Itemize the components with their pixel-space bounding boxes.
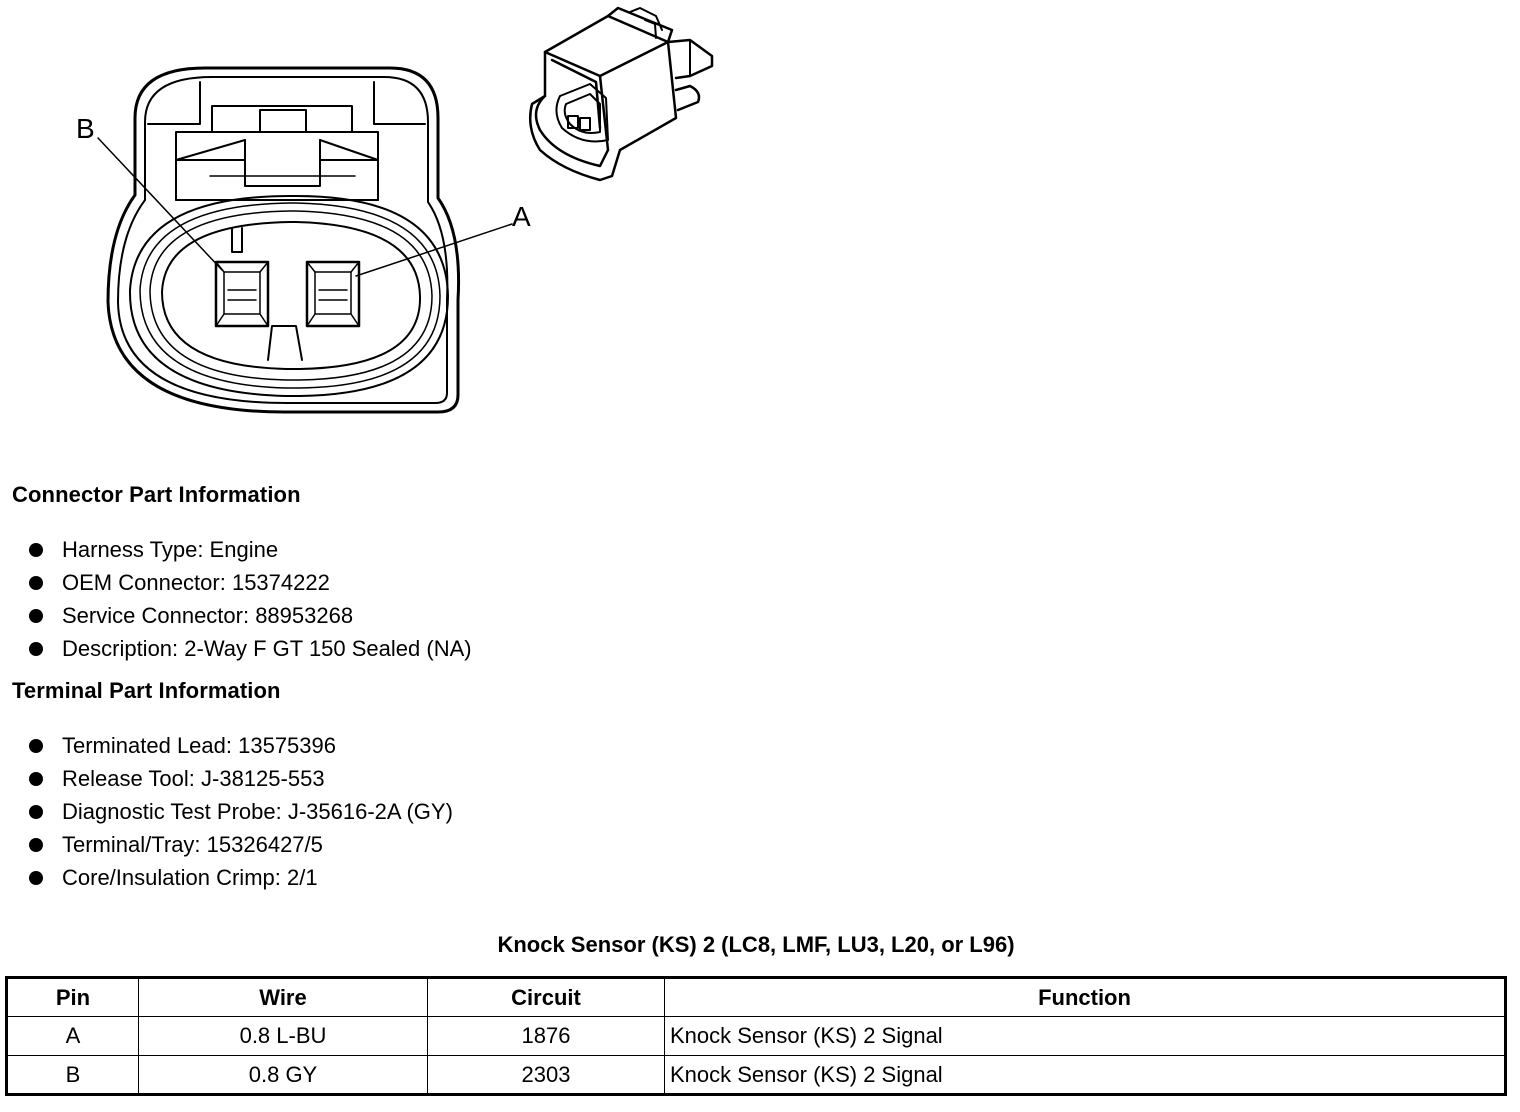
bullet-icon bbox=[29, 838, 43, 852]
bullet-icon bbox=[29, 871, 43, 885]
cell-wire: 0.8 L-BU bbox=[139, 1017, 428, 1056]
list-item bbox=[28, 861, 453, 894]
terminal-part-list bbox=[28, 729, 453, 894]
list-item bbox=[28, 632, 472, 665]
column-header-function: Function bbox=[665, 978, 1506, 1017]
bullet-icon bbox=[29, 609, 43, 623]
terminal-part-heading: Terminal Part Information bbox=[12, 678, 281, 703]
cell-function: Knock Sensor (KS) 2 Signal bbox=[665, 1017, 1506, 1056]
terminal-cavity-b bbox=[216, 262, 268, 326]
pin-label-a: A bbox=[512, 201, 531, 232]
list-item bbox=[28, 566, 472, 599]
bullet-icon bbox=[29, 576, 43, 590]
leader-line-b bbox=[98, 138, 222, 270]
cell-wire: 0.8 GY bbox=[139, 1056, 428, 1095]
connector-part-heading: Connector Part Information bbox=[12, 482, 301, 507]
table-header-row bbox=[7, 978, 1506, 1017]
column-header-circuit: Circuit bbox=[428, 978, 665, 1017]
connector-part-list bbox=[28, 533, 472, 665]
column-header-pin: Pin bbox=[7, 978, 139, 1017]
connector-iso-view bbox=[530, 8, 712, 180]
list-item-text: Core/Insulation Crimp: 2/1 bbox=[62, 865, 318, 890]
list-item-text: OEM Connector: 15374222 bbox=[62, 570, 330, 595]
list-item bbox=[28, 828, 453, 861]
list-item-text: Terminated Lead: 13575396 bbox=[62, 733, 336, 758]
list-item bbox=[28, 762, 453, 795]
list-item bbox=[28, 729, 453, 762]
cell-circuit: 2303 bbox=[428, 1056, 665, 1095]
list-item bbox=[28, 533, 472, 566]
pin-table-title: Knock Sensor (KS) 2 (LC8, LMF, LU3, L20, or L96) bbox=[497, 932, 1015, 957]
bullet-icon bbox=[29, 739, 43, 753]
bullet-icon bbox=[29, 642, 43, 656]
bullet-icon bbox=[29, 543, 43, 557]
list-item-text: Service Connector: 88953268 bbox=[62, 603, 354, 628]
terminal-cavity-a bbox=[307, 262, 359, 326]
cell-circuit: 1876 bbox=[428, 1017, 665, 1056]
table-row bbox=[7, 1056, 1506, 1095]
connector-diagram bbox=[0, 0, 760, 440]
bullet-icon bbox=[29, 772, 43, 786]
pin-label-b: B bbox=[76, 113, 95, 144]
list-item-text: Diagnostic Test Probe: J-35616-2A (GY) bbox=[62, 799, 453, 824]
list-item bbox=[28, 599, 472, 632]
list-item bbox=[28, 795, 453, 828]
table-row bbox=[7, 1017, 1506, 1056]
cell-pin: A bbox=[7, 1017, 139, 1056]
list-item-text: Release Tool: J-38125-553 bbox=[62, 766, 325, 791]
column-header-wire: Wire bbox=[139, 978, 428, 1017]
pin-table bbox=[5, 976, 1507, 1096]
list-item-text: Description: 2-Way F GT 150 Sealed (NA) bbox=[62, 636, 472, 661]
cell-pin: B bbox=[7, 1056, 139, 1095]
list-item-text: Terminal/Tray: 15326427/5 bbox=[62, 832, 323, 857]
cell-function: Knock Sensor (KS) 2 Signal bbox=[665, 1056, 1506, 1095]
leader-line-a bbox=[356, 224, 512, 276]
connector-face-view bbox=[98, 68, 512, 412]
bullet-icon bbox=[29, 805, 43, 819]
list-item-text: Harness Type: Engine bbox=[62, 537, 279, 562]
